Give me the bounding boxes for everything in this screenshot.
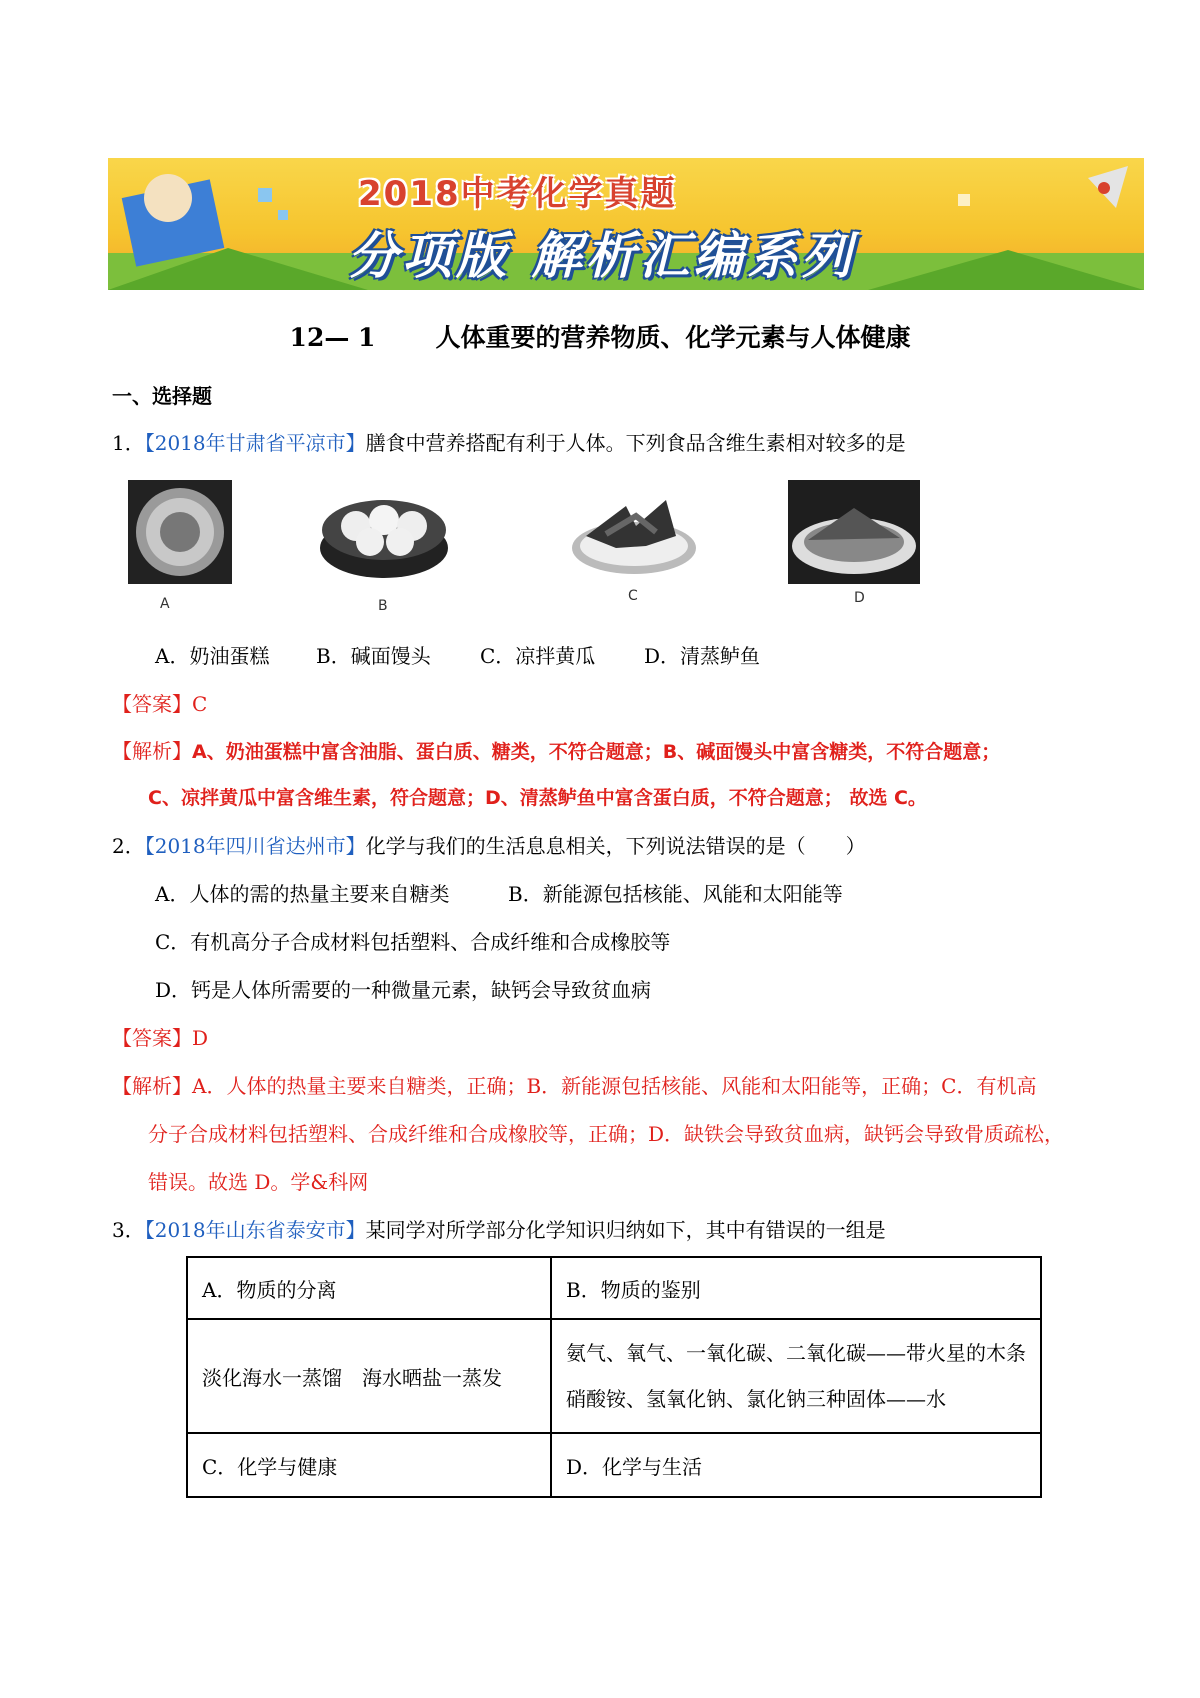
- q2-option-b: B．新能源包括核能、风能和太阳能等: [508, 882, 843, 906]
- analysis-text: A、奶油蛋糕中富含油脂、蛋白质、糖类，不符合题意；B、碱面馒头中富含糖类，不符合题意；: [192, 741, 1001, 763]
- answer-label: 【答案】: [112, 692, 192, 716]
- image-label-d: D: [854, 590, 865, 606]
- q1-analysis-line2: [148, 783, 927, 810]
- question-text: 某同学对所学部分化学知识归纳如下，其中有错误的一组是: [365, 1218, 886, 1242]
- question-1-stem: [112, 427, 906, 456]
- cell-c-head: C．化学与健康: [187, 1433, 551, 1497]
- banner-line1: 2018中考化学真题: [358, 174, 677, 214]
- cell-b-body: [551, 1319, 1041, 1433]
- q2-analysis-line2: 分子合成材料包括塑料、合成纤维和合成橡胶等，正确；D．缺铁会导致贫血病，缺钙会导致骨质疏松，: [148, 1122, 1065, 1146]
- q1-option-c: C．凉拌黄瓜: [480, 644, 596, 668]
- question-3-stem: [112, 1214, 886, 1243]
- analysis-text: A．人体的热量主要来自糖类，正确；B．新能源包括核能、风能和太阳能等，正确；C．有机高: [192, 1074, 1037, 1098]
- table-row: [187, 1319, 1041, 1433]
- cell-d-head: D．化学与生活: [551, 1433, 1041, 1497]
- table-row: [187, 1257, 1041, 1319]
- image-label-a: A: [160, 596, 170, 612]
- q2-option-a: A．人体的需的热量主要来自糖类: [155, 882, 450, 906]
- q1-option-d: D．清蒸鲈鱼: [644, 644, 761, 668]
- food-image-b: [316, 486, 452, 582]
- analysis-text: C、凉拌黄瓜中富含维生素，符合题意；D、清蒸鲈鱼中富含蛋白质，不符合题意； 故选 C。: [148, 787, 927, 809]
- question-number: 3．: [112, 1218, 145, 1242]
- cell-a-head: A．物质的分离: [187, 1257, 551, 1319]
- image-label-c: C: [628, 588, 638, 604]
- table-row: [187, 1433, 1041, 1497]
- food-image-c: [566, 486, 702, 580]
- cell-b-body-line1: 氨气、氧气、一氧化碳、二氧化碳——带火星的木条: [566, 1341, 1026, 1365]
- question-text: 膳食中营养搭配有利于人体。下列食品含维生素相对较多的是: [365, 431, 906, 455]
- analysis-label: 【解析】: [112, 739, 192, 763]
- banner-line2: 分项版 解析汇编系列: [348, 227, 856, 285]
- question-source: 【2018年四川省达州市】: [144, 834, 366, 858]
- question-source: 【2018年甘肃省平凉市】: [144, 431, 366, 455]
- cell-b-body-line2: 硝酸铵、氢氧化钠、氯化钠三种固体——水: [566, 1387, 946, 1411]
- chapter-number: 12— 1: [289, 323, 376, 352]
- header-banner: [108, 158, 1144, 290]
- q2-analysis-line1: [112, 1070, 1036, 1099]
- question-source: 【2018年山东省泰安市】: [144, 1218, 366, 1242]
- food-image-d: [788, 480, 920, 584]
- q1-option-b: B．碱面馒头: [316, 644, 431, 668]
- q1-analysis-line1: [112, 735, 1000, 764]
- analysis-label: 【解析】: [112, 1074, 192, 1098]
- question-number: 1．: [112, 431, 145, 455]
- q2-option-c: C．有机高分子合成材料包括塑料、合成纤维和合成橡胶等: [155, 930, 671, 954]
- knowledge-table: [186, 1256, 1042, 1498]
- section-heading: 一、选择题: [112, 384, 212, 408]
- cell-b-head: B．物质的鉴别: [551, 1257, 1041, 1319]
- image-label-b: B: [378, 598, 388, 614]
- question-number: 2．: [112, 834, 145, 858]
- cell-a-body: 淡化海水一蒸馏 海水晒盐一蒸发: [187, 1319, 551, 1433]
- food-image-a: [128, 480, 232, 584]
- answer-value: D: [192, 1026, 209, 1050]
- page-title: [0, 318, 1200, 354]
- answer-label: 【答案】: [112, 1026, 192, 1050]
- q2-answer: [112, 1022, 208, 1051]
- q1-option-a: A．奶油蛋糕: [155, 644, 270, 668]
- q2-option-d: D．钙是人体所需要的一种微量元素，缺钙会导致贫血病: [155, 978, 652, 1002]
- question-text: 化学与我们的生活息息相关，下列说法错误的是（ ）: [365, 834, 866, 858]
- q1-answer: [112, 688, 207, 717]
- chapter-title: 人体重要的营养物质、化学元素与人体健康: [435, 323, 911, 352]
- question-2-stem: [112, 830, 866, 859]
- q2-analysis-line3: 错误。故选 D。学&科网: [148, 1170, 369, 1194]
- answer-value: C: [192, 692, 208, 716]
